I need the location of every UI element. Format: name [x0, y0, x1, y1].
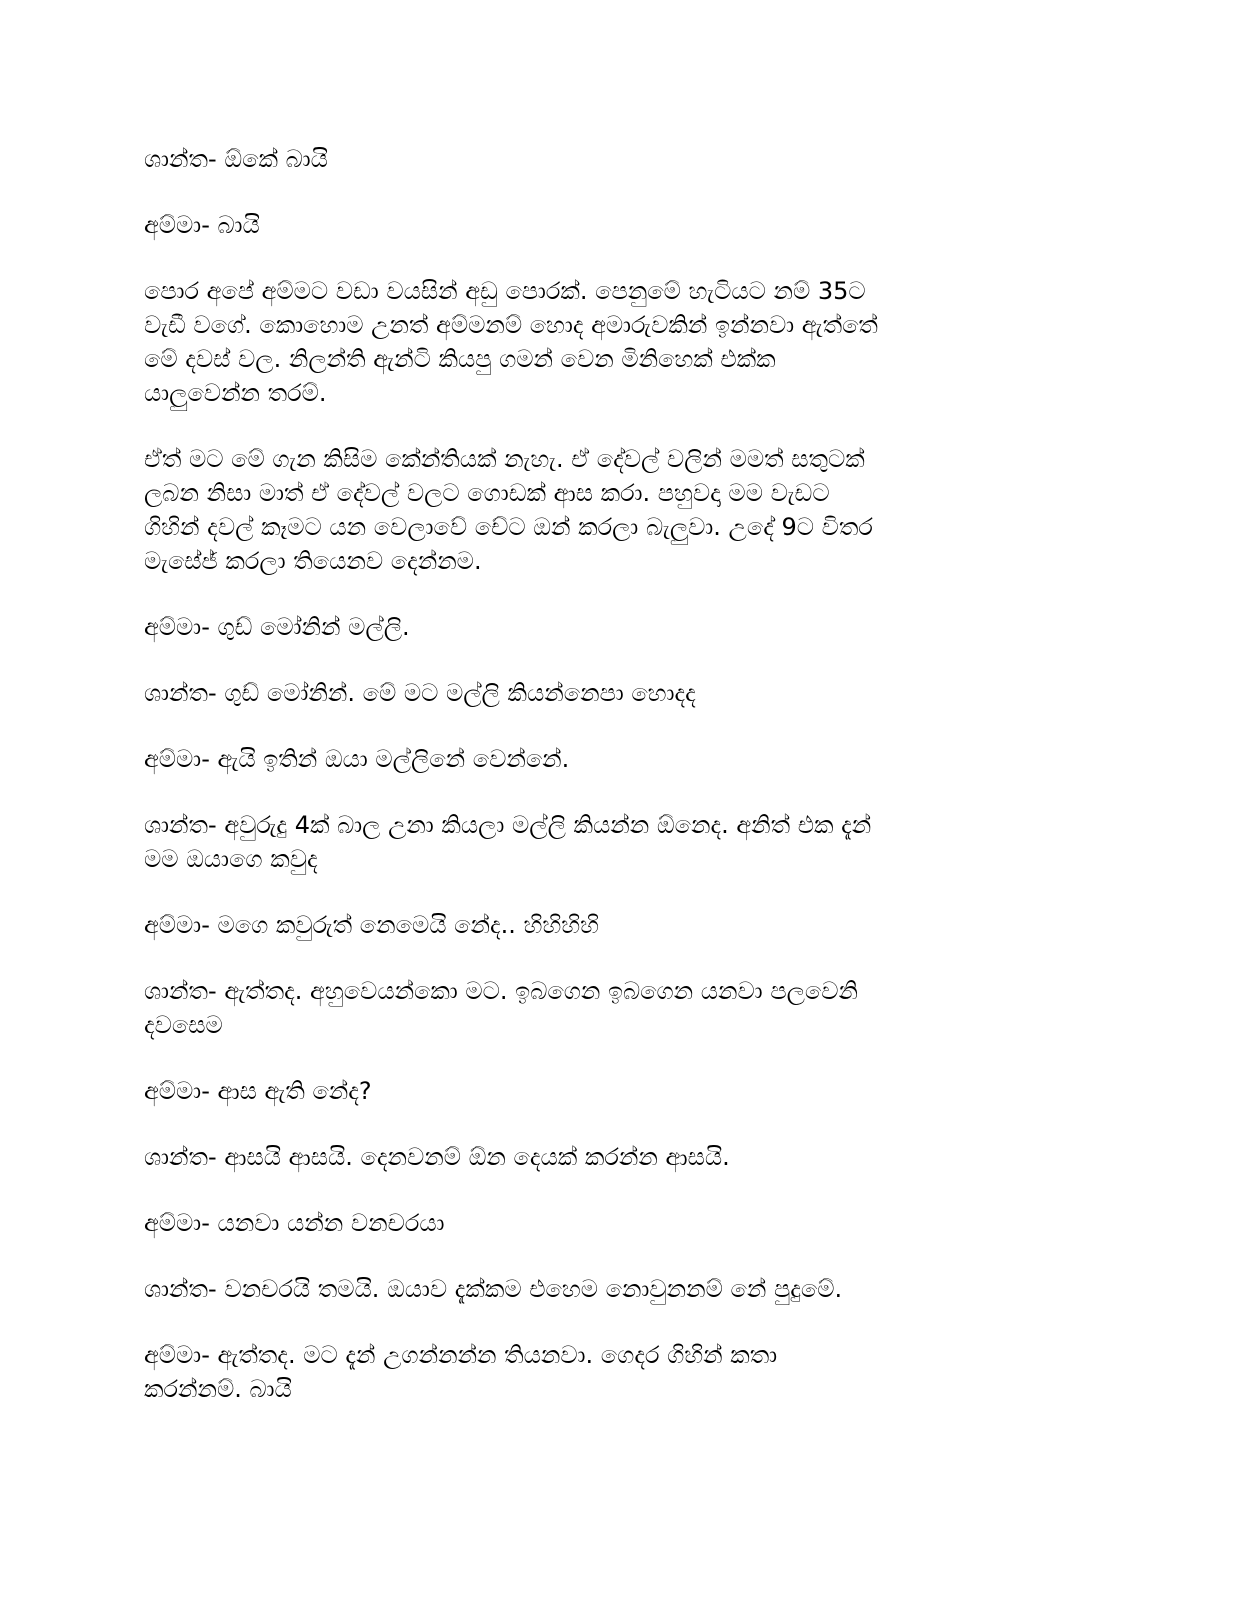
document-body [144, 142, 1084, 1438]
dialogue-line: අම්මා- ගුඩ් මෝනින් මල්ලි. [144, 613, 410, 641]
dialogue-line-shantha-okay-bye: ශාන්ත- ඕකේ බායි [144, 145, 328, 173]
dialogue-line: ශාන්ත- අවුරුදු 4ක් බාල උනා කියලා මල්ලි කියන්න ඕනෙද. අනිත් එක දැන් මම ඔයාගෙ කවුද [144, 811, 872, 873]
narration-paragraph-1: පොර අපේ අම්මට වඩා වයසින් අඩු පොරක්. පෙනුමේ හැටියට නම් 35ට වැඩී වගේ. කොහොම උනත් අම්මනම් හොද අමාරුවකින් ඉන්නවා ඇත්තේ මේ දවස් වල. නිලන්ති ඇන්ටි කියපු ගමන් වෙන මිනිහෙක් එක්ක යාලුවෙන්න තරම්. [144, 277, 878, 407]
dialogue-line: ශාන්ත- ගුඩ් මෝනින්. මේ මට මල්ලි කියන්නෙපා හොදද [144, 679, 696, 707]
dialogue-line: අම්මා- ඇයි ඉතින් ඔයා මල්ලිනේ වෙන්නේ. [144, 745, 570, 773]
narration-paragraph-2: ඒත් මට මේ ගැන කිසිම කේන්තියක් නැහැ. ඒ දේවල් වලින් මමත් සතුටක් ලබන නිසා මාත් ඒ දේවල් වලට ගොඩක් ආස කරා. පහුවදා මම වැඩට ගිහින් දවල් කෑමට යන වෙලාවේ චේට ඔන් කරලා බැලුවා. උදේ 9ට විතර මැසේජ් කරලා තියෙනව දෙන්නම. [144, 445, 873, 575]
dialogue-line: ශාන්ත- වනචරයි තමයි. ඔයාව දැක්කම එහෙම නොවුනනම් නේ පුදුමේ. [144, 1275, 843, 1303]
dialogue-line: අම්මා- මගෙ කවුරුත් නෙමෙයි නේද.. හිහිහිහි [144, 911, 600, 939]
dialogue-line: අම්මා- යනවා යන්න වනචරයා [144, 1209, 445, 1237]
dialogue-line: ශාන්ත- ආසයි ආසයි. දෙනවනම් ඕන දෙයක් කරන්න ආසයි. [144, 1143, 730, 1171]
dialogue-line-amma-bye: අම්මා- බායි [144, 211, 260, 239]
dialogue-line: ශාන්ත- ඇත්තද. අහුවෙයන්කො මට. ඉබගෙන ඉබගෙන යනවා පලවෙනි දවසෙම [144, 977, 858, 1039]
dialogue-line: අම්මා- ඇත්තද. මට දැන් උගන්නන්න තියනවා. ගෙදර ගිහින් කතා කරන්නම්. බායි [144, 1341, 778, 1403]
dialogue-line: අම්මා- ආස ඇති නේද? [144, 1077, 372, 1105]
